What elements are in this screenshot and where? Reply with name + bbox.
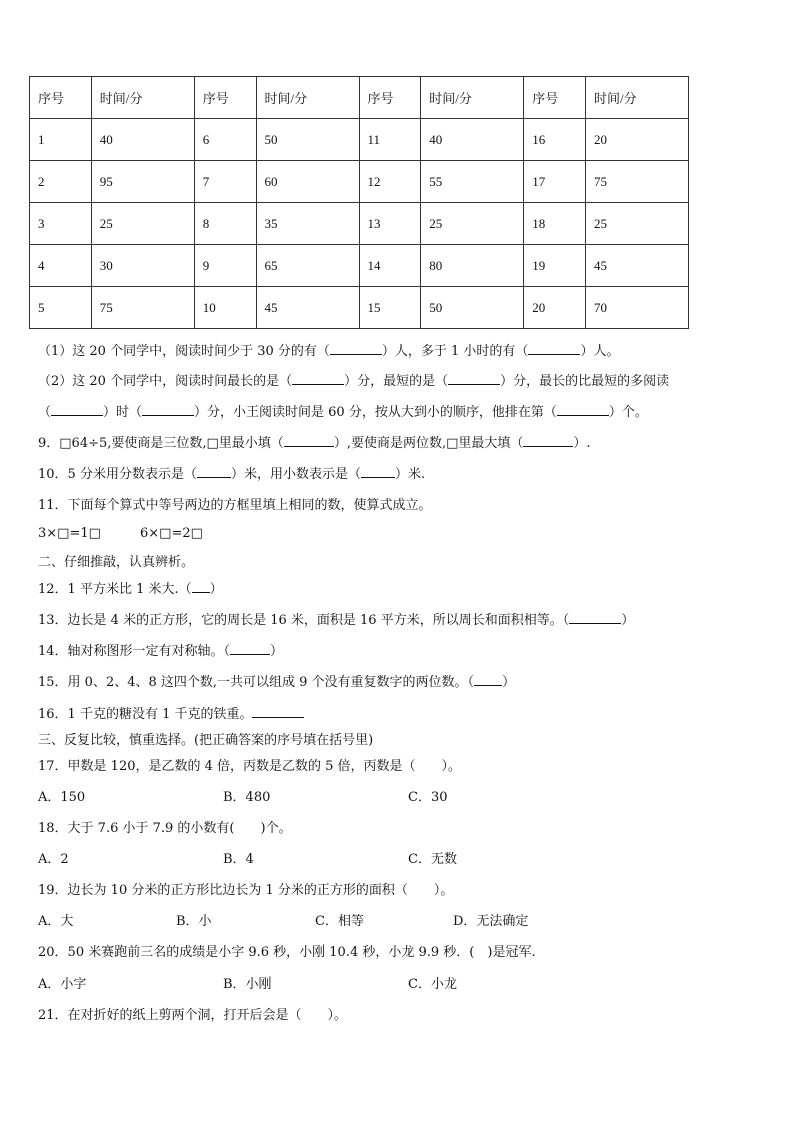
table-cell: 9 <box>194 245 256 287</box>
table-header-cell: 序号 <box>194 77 256 119</box>
table-cell: 75 <box>91 287 194 329</box>
answer-blank[interactable] <box>474 674 502 686</box>
table-header-cell: 序号 <box>524 77 586 119</box>
table-cell: 30 <box>91 245 194 287</box>
answer-blank[interactable] <box>230 643 270 655</box>
question-18: 18．大于 7.6 小于 7.9 的小数有( )个。 <box>38 821 292 836</box>
table-cell: 6 <box>194 119 256 161</box>
table-cell: 25 <box>421 203 524 245</box>
answer-blank[interactable] <box>51 404 103 416</box>
table-header-cell: 时间/分 <box>91 77 194 119</box>
question-20: 20．50 米赛跑前三名的成绩是小字 9.6 秒，小刚 10.4 秒，小龙 9.9 秒．( )是冠军. <box>38 945 536 960</box>
table-cell: 80 <box>421 245 524 287</box>
answer-blank[interactable] <box>284 435 334 447</box>
question-21: 21．在对折好的纸上剪两个洞，打开后会是（ ）。 <box>38 1008 348 1023</box>
table-row <box>30 287 689 329</box>
answer-blank[interactable] <box>361 466 395 478</box>
table-row <box>30 245 689 287</box>
question-8-2: （2）这 20 个同学中，阅读时间最长的是（ ）分，最短的是（ ）分，最长的比最短的多阅读 <box>38 374 670 389</box>
answer-blank[interactable] <box>330 343 382 355</box>
table-cell: 15 <box>359 287 421 329</box>
q20-option-a[interactable]: A．小字 <box>38 977 87 992</box>
q19-option-c[interactable]: C．相等 <box>315 914 364 929</box>
question-9: 9．□64÷5,要使商是三位数,□里最小填（ ）,要使商是两位数,□里最大填（ ）. <box>38 436 591 451</box>
question-16: 16．1 千克的糖没有 1 千克的铁重。 <box>38 703 304 722</box>
table-header-cell: 时间/分 <box>256 77 359 119</box>
q20-option-b[interactable]: B．小刚 <box>223 977 272 992</box>
q17-option-a[interactable]: A．150 <box>38 790 86 805</box>
table-cell: 10 <box>194 287 256 329</box>
table-cell: 13 <box>359 203 421 245</box>
table-cell: 16 <box>524 119 586 161</box>
question-8-1: （1）这 20 个同学中，阅读时间少于 30 分的有（ ）人，多于 1 小时的有（ ）人。 <box>38 344 620 359</box>
reading-time-table <box>29 76 689 329</box>
table-cell: 19 <box>524 245 586 287</box>
answer-blank[interactable] <box>523 435 573 447</box>
answer-blank[interactable] <box>192 581 210 593</box>
table-cell: 40 <box>91 119 194 161</box>
section-2-heading: 二、仔细推敲，认真辨析。 <box>38 555 195 570</box>
table-cell: 25 <box>586 203 689 245</box>
table-cell: 4 <box>30 245 92 287</box>
question-19: 19．边长为 10 分米的正方形比边长为 1 分米的正方形的面积（ ）。 <box>38 883 454 898</box>
table-header-cell: 时间/分 <box>421 77 524 119</box>
table-cell: 45 <box>586 245 689 287</box>
table-row <box>30 119 689 161</box>
answer-blank[interactable] <box>252 706 304 718</box>
question-17: 17．甲数是 120，是乙数的 4 倍，丙数是乙数的 5 倍，丙数是（ ）。 <box>38 759 462 774</box>
table-cell: 70 <box>586 287 689 329</box>
q18-option-c[interactable]: C．无数 <box>408 852 457 867</box>
table-cell: 18 <box>524 203 586 245</box>
question-8-3: （ ）时（ ）分，小王阅读时间是 60 分，按从大到小的顺序，他排在第（ ）个。 <box>38 405 648 420</box>
table-header-row <box>30 77 689 119</box>
answer-blank[interactable] <box>197 466 231 478</box>
table-cell: 20 <box>586 119 689 161</box>
answer-blank[interactable] <box>528 343 580 355</box>
section-3-heading: 三、反复比较，慎重选择。(把正确答案的序号填在括号里) <box>38 733 374 748</box>
table-header-cell: 序号 <box>359 77 421 119</box>
table-cell: 2 <box>30 161 92 203</box>
answer-blank[interactable] <box>448 373 500 385</box>
table-row <box>30 203 689 245</box>
answer-blank[interactable] <box>142 404 194 416</box>
table-cell: 8 <box>194 203 256 245</box>
table-cell: 5 <box>30 287 92 329</box>
question-11: 11．下面每个算式中等号两边的方框里填上相同的数，使算式成立。 <box>38 498 432 513</box>
q17-option-b[interactable]: B．480 <box>223 790 271 805</box>
table-cell: 35 <box>256 203 359 245</box>
question-15: 15．用 0、2、4、8 这四个数,一共可以组成 9 个没有重复数字的两位数。（ ） <box>38 675 516 690</box>
equation-1: 3×□=1□ <box>38 526 101 541</box>
table-cell: 25 <box>91 203 194 245</box>
table-cell: 17 <box>524 161 586 203</box>
table-cell: 65 <box>256 245 359 287</box>
question-13: 13．边长是 4 米的正方形，它的周长是 16 米，面积是 16 平方米，所以周长和面积相等。（ ） <box>38 613 635 628</box>
question-14: 14．轴对称图形一定有对称轴。（ ） <box>38 644 284 659</box>
table-cell: 95 <box>91 161 194 203</box>
answer-blank[interactable] <box>557 404 609 416</box>
table-cell: 45 <box>256 287 359 329</box>
table-cell: 55 <box>421 161 524 203</box>
table-cell: 60 <box>256 161 359 203</box>
table-cell: 3 <box>30 203 92 245</box>
question-12: 12．1 平方米比 1 米大.（ ） <box>38 582 223 597</box>
table-cell: 50 <box>421 287 524 329</box>
question-10: 10．5 分米用分数表示是（ ）米，用小数表示是（ ）米. <box>38 467 426 482</box>
q19-option-a[interactable]: A．大 <box>38 914 74 929</box>
table-cell: 12 <box>359 161 421 203</box>
table-header-cell: 序号 <box>30 77 92 119</box>
answer-blank[interactable] <box>569 612 621 624</box>
q18-option-b[interactable]: B．4 <box>223 852 254 867</box>
table-row <box>30 161 689 203</box>
table-cell: 1 <box>30 119 92 161</box>
q20-option-c[interactable]: C．小龙 <box>408 977 457 992</box>
equation-2: 6×□=2□ <box>140 526 203 541</box>
table-cell: 50 <box>256 119 359 161</box>
q19-option-d[interactable]: D．无法确定 <box>453 914 529 929</box>
table-cell: 7 <box>194 161 256 203</box>
answer-blank[interactable] <box>292 373 344 385</box>
table-header-cell: 时间/分 <box>586 77 689 119</box>
table-cell: 40 <box>421 119 524 161</box>
table-cell: 11 <box>359 119 421 161</box>
table-cell: 14 <box>359 245 421 287</box>
table-cell: 20 <box>524 287 586 329</box>
q17-option-c[interactable]: C．30 <box>408 790 448 805</box>
q18-option-a[interactable]: A．2 <box>38 852 69 867</box>
q19-option-b[interactable]: B．小 <box>176 914 212 929</box>
table-cell: 75 <box>586 161 689 203</box>
